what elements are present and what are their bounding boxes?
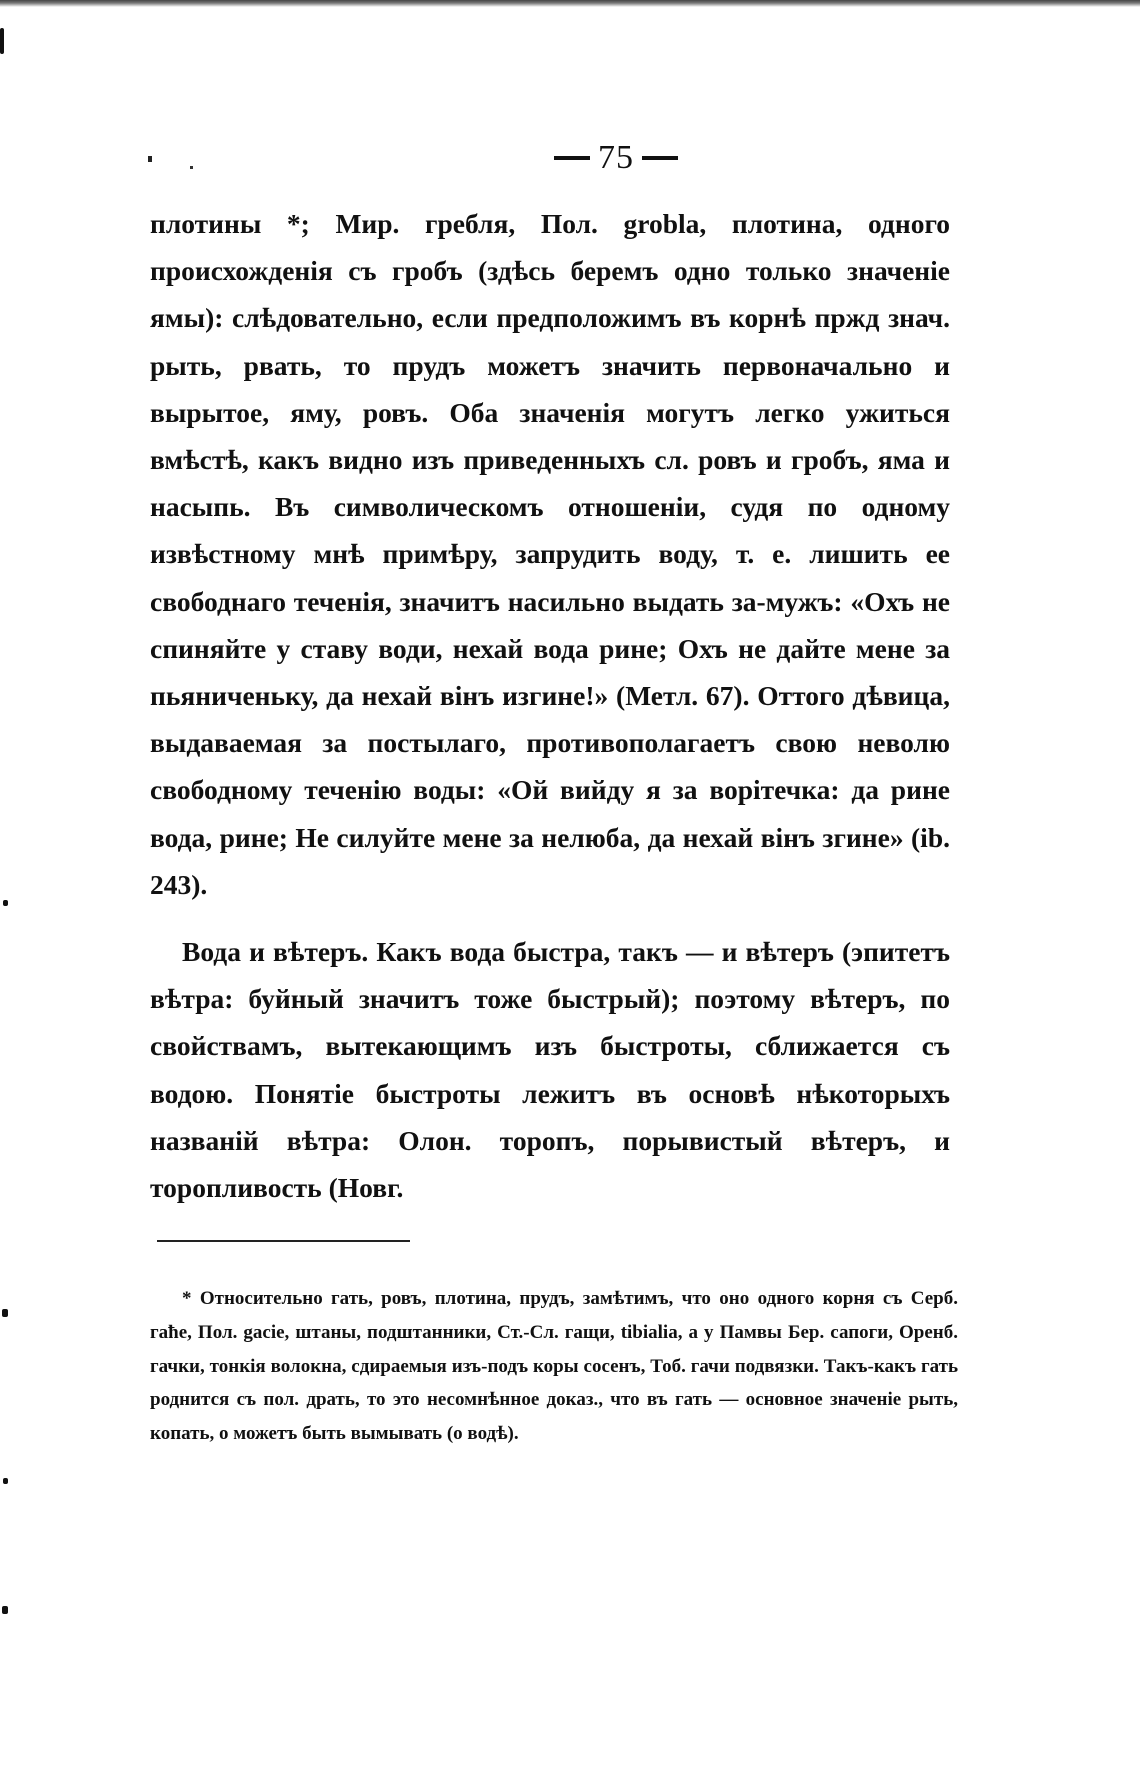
footnote-text: * Относительно гать, ровъ, плотина, прудъ, замѣтимъ, что оно одного корня съ Серб. гаће, Пол. gacie, штаны, подштанники, Ст.-Сл. гащи, tibialia, а у Памвы Бер. сапоги, Оренб. гачки, тонкія волокна, сдираемыя изъ-подъ коры сосенъ, Тоб. гачи подвязки. Такъ-какъ гать роднится съ пол. драть, то это несомнѣнное доказ., что въ гать — основное значеніе рыть, копать, о можетъ быть вымывать (о водѣ). (150, 1288, 958, 1445)
header-dot-mark (190, 166, 193, 169)
section-text: Какъ вода быстра, такъ — и вѣтеръ (эпитетъ вѣтра: буйный значитъ тоже быстрый); поэтому вѣтеръ, по свойствамъ, вытекающимъ изъ быстроты, сближается съ водою. Понятіе быстроты лежитъ въ основѣ нѣкоторыхъ названій вѣтра: Олон. торопъ, порывистый вѣтеръ, и торопливость (Новг. (150, 936, 951, 1204)
page-number-dash-left (554, 156, 590, 160)
section-heading: Вода и вѣтеръ. (182, 936, 369, 968)
left-margin-dot (2, 1606, 8, 1614)
footnote-separator (157, 1240, 410, 1242)
body-text (150, 200, 950, 1211)
left-margin-dot (3, 1478, 8, 1484)
paragraph-section (150, 928, 950, 1211)
footnote (150, 1282, 958, 1451)
left-margin-dot (2, 1309, 8, 1317)
left-margin-dot (3, 900, 8, 906)
header-tick-mark (148, 156, 152, 162)
page-number: 75 (598, 139, 634, 176)
left-margin-mark (0, 28, 4, 54)
paragraph-main: плотины *; Мир. гребля, Пол. grobla, плотина, одного происхожденія съ гробъ (здѣсь беремъ одно только значеніе ямы): слѣдовательно, если предположимъ въ корнѣ пржд знач. рыть, рвать, то прудъ можетъ значить первоначально и вырытое, яму, ровъ. Оба значенія могутъ легко ужиться вмѣстѣ, какъ видно изъ приведенныхъ сл. ровъ и гробъ, яма и насыпь. Въ символическомъ отношеніи, судя по одному извѣстному мнѣ примѣру, запрудить воду, т. е. лишить ее свободнаго теченія, значитъ насильно выдать за-мужъ: «Охъ не спиняйте у ставу води, нехай вода рине; Охъ не дайте мене за пьяниченьку, да нехай вінъ изгине!» (Метл. 67). Оттого дѣвица, выдаваемая за постылаго, противополагаетъ свою неволю свободному теченію воды: «Ой вийду я за ворітечка: да рине вода, рине; Не силуйте мене за нелюба, да нехай вінъ згине» (ib. 243). (150, 208, 950, 900)
page-number-line (516, 138, 716, 178)
page-number-dash-right (642, 156, 678, 160)
scan-top-edge (0, 0, 1140, 7)
page-header (140, 136, 1000, 192)
